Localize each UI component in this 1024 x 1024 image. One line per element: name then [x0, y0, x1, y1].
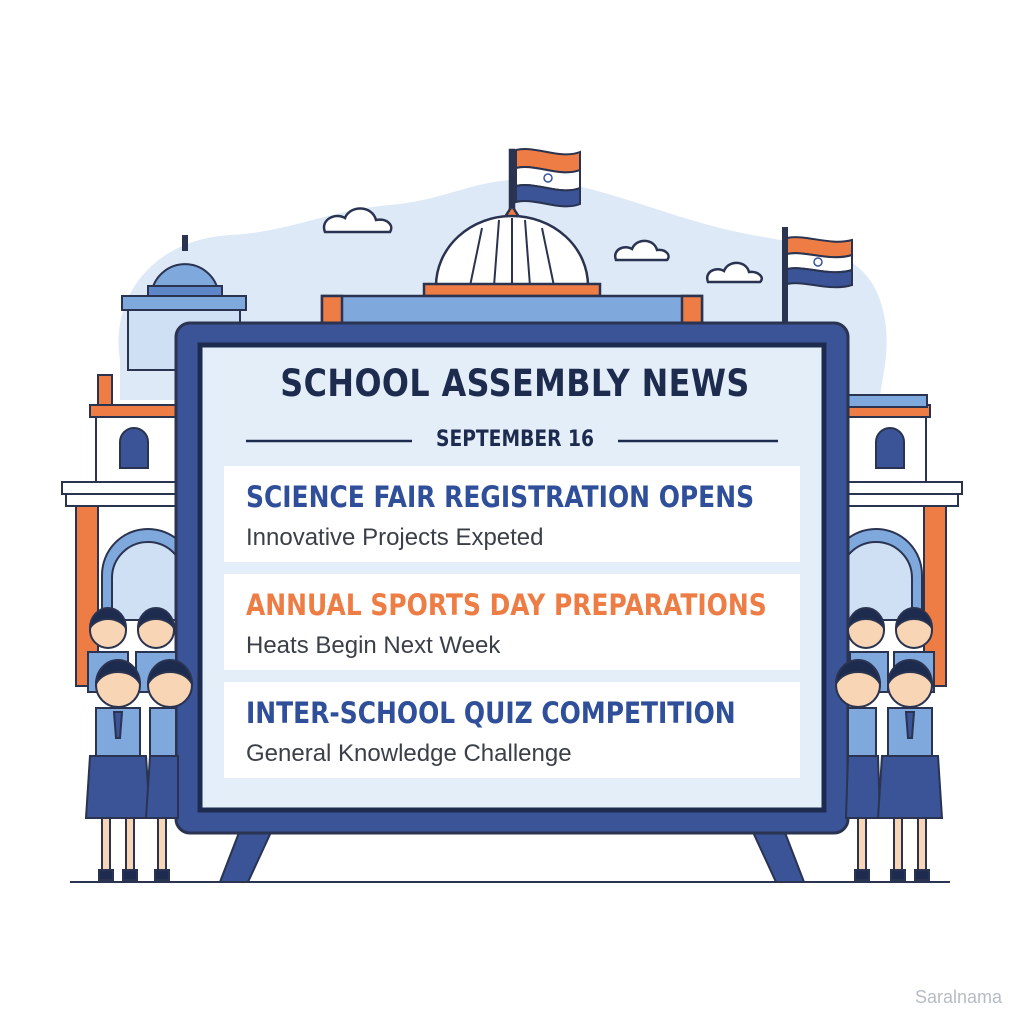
news-headline: ANNUAL SPORTS DAY PREPARATIONS: [246, 588, 767, 622]
news-item-quiz: [224, 682, 800, 778]
board-title: SCHOOL ASSEMBLY NEWS: [280, 362, 750, 405]
news-subtitle: Heats Begin Next Week: [246, 632, 501, 659]
news-subtitle: Innovative Projects Expeted: [246, 524, 544, 551]
watermark: Saralnama: [914, 987, 1002, 1007]
right-building: [830, 395, 962, 686]
news-item-sports-day: [224, 574, 800, 670]
news-headline: INTER-SCHOOL QUIZ COMPETITION: [246, 696, 736, 730]
news-subtitle: General Knowledge Challenge: [246, 740, 572, 767]
board-leg-left: [220, 830, 272, 882]
flag-icon: [516, 149, 580, 206]
news-headline: SCIENCE FAIR REGISTRATION OPENS: [246, 480, 755, 514]
board-date: SEPTEMBER 16: [435, 427, 595, 452]
news-item-science-fair: [224, 466, 800, 562]
board-leg-right: [752, 830, 804, 882]
